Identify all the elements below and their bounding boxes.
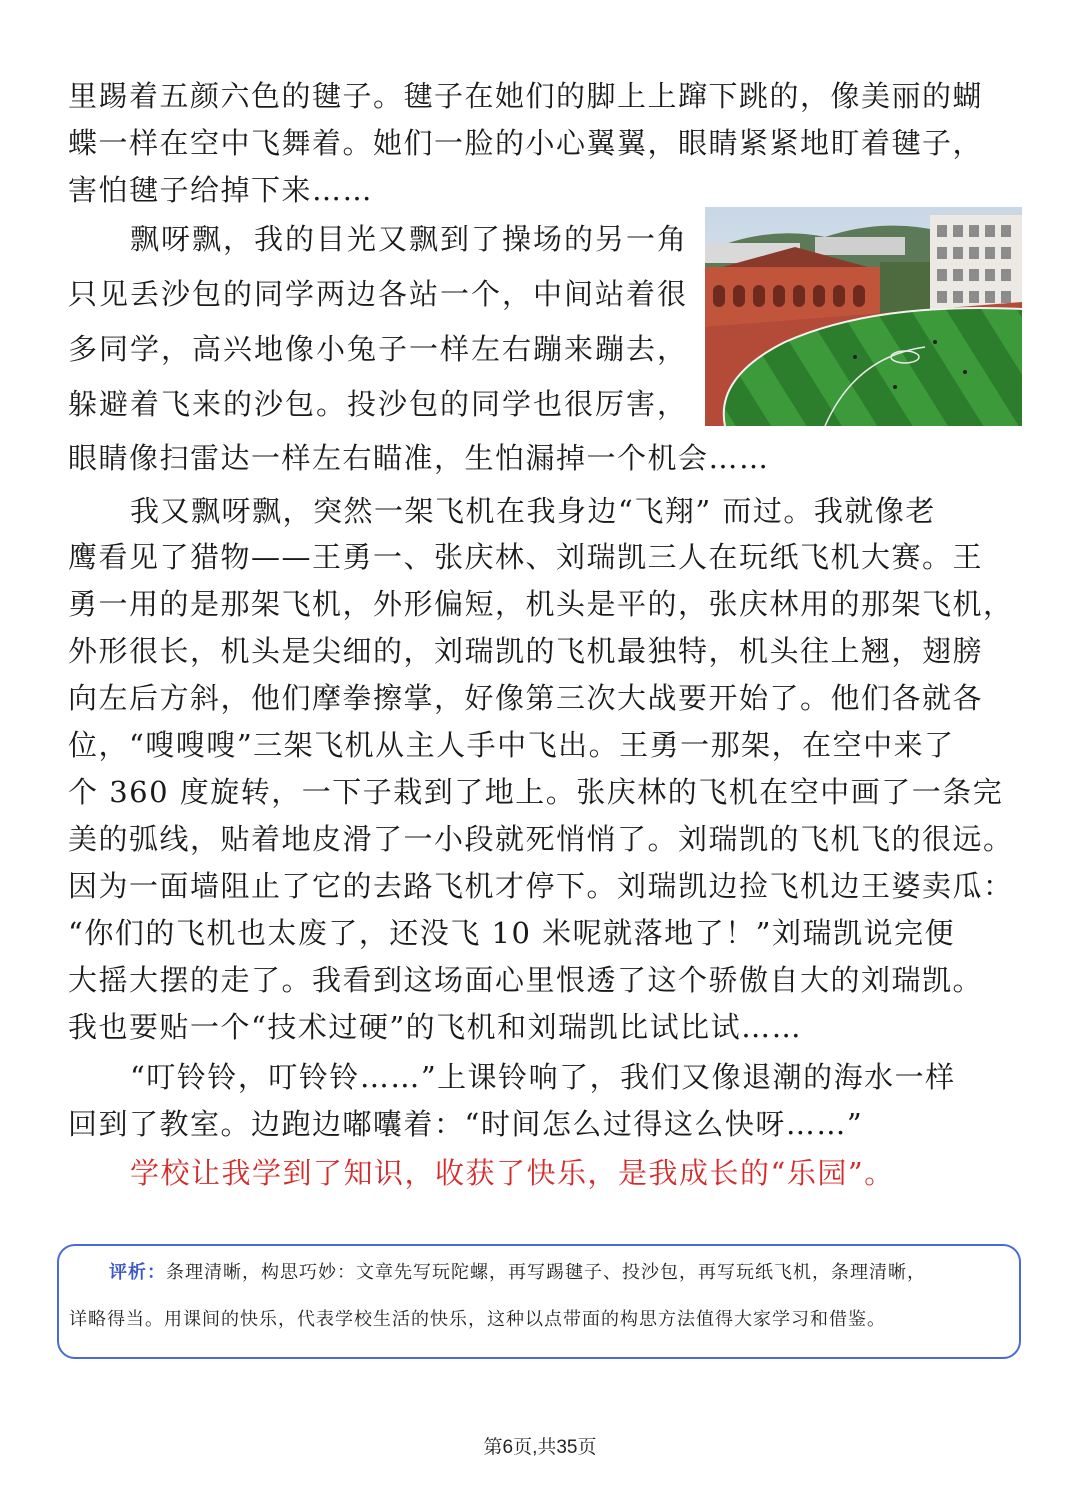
body-line: 蝶一样在空中飞舞着。她们一脸的小心翼翼，眼睛紧紧地盯着毽子，	[68, 126, 984, 160]
body-line: 多同学，高兴地像小兔子一样左右蹦来蹦去，	[68, 332, 689, 366]
body-line: 飘呀飘，我的目光又飘到了操场的另一角	[130, 222, 689, 256]
body-line: 勇一用的是那架飞机，外形偏短，机头是平的，张庆林用的那架飞机，	[68, 587, 1014, 621]
body-line: 我也要贴一个“技术过硬”的飞机和刘瑞凯比试比试……	[68, 1010, 803, 1044]
body-line: 个 360 度旋转，一下子栽到了地上。张庆林的飞机在空中画了一条完	[68, 775, 1004, 809]
body-line: 只见丢沙包的同学两边各站一个，中间站着很	[68, 277, 689, 311]
comment-box	[57, 1244, 1021, 1359]
comment-text: 条理清晰，构思巧妙：文章先写玩陀螺，再写踢毽子、投沙包，再写玩纸飞机，条理清晰，	[166, 1262, 926, 1283]
school-playground-photo	[705, 207, 1022, 426]
body-line: 位，“嗖嗖嗖”三架飞机从主人手中飞出。王勇一那架，在空中来了	[68, 728, 955, 762]
body-line: 害怕毽子给掉下来……	[68, 173, 374, 207]
conclusion-sentence: 学校让我学到了知识，收获了快乐，是我成长的“乐园”。	[130, 1156, 895, 1190]
body-line: 因为一面墙阻止了它的去路飞机才停下。刘瑞凯边捡飞机边王婆卖瓜：	[68, 869, 1014, 903]
body-line: 躲避着飞来的沙包。投沙包的同学也很厉害，	[68, 387, 689, 421]
page-number: 第6页,共35页	[483, 1437, 597, 1458]
comment-label: 评析：	[109, 1262, 166, 1283]
body-line: 我又飘呀飘，突然一架飞机在我身边“飞翔” 而过。我就像老	[130, 494, 936, 528]
body-line: 向左后方斜，他们摩拳擦掌，好像第三次大战要开始了。他们各就各	[68, 681, 984, 715]
body-line: 大摇大摆的走了。我看到这场面心里恨透了这个骄傲自大的刘瑞凯。	[68, 963, 984, 997]
body-line: 里踢着五颜六色的毽子。毽子在她们的脚上上蹿下跳的，像美丽的蝴	[68, 79, 984, 113]
body-line: “你们的飞机也太废了，还没飞 10 米呢就落地了！”刘瑞凯说完便	[68, 916, 955, 950]
body-line: 回到了教室。边跑边嘟囔着：“时间怎么过得这么快呀……”	[68, 1107, 864, 1141]
body-line: 鹰看见了猎物——王勇一、张庆林、刘瑞凯三人在玩纸飞机大赛。王	[68, 540, 984, 574]
body-line: 美的弧线，贴着地皮滑了一小段就死悄悄了。刘瑞凯的飞机飞的很远。	[68, 822, 1014, 856]
body-line: “叮铃铃，叮铃铃……”上课铃响了，我们又像退潮的海水一样	[130, 1060, 956, 1094]
body-line: 外形很长，机头是尖细的，刘瑞凯的飞机最独特，机头往上翘，翅膀	[68, 634, 984, 668]
comment-text: 详略得当。用课间的快乐，代表学校生活的快乐，这种以点带面的构思方法值得大家学习和借鉴。	[69, 1309, 886, 1330]
body-line: 眼睛像扫雷达一样左右瞄准，生怕漏掉一个机会……	[68, 441, 770, 475]
